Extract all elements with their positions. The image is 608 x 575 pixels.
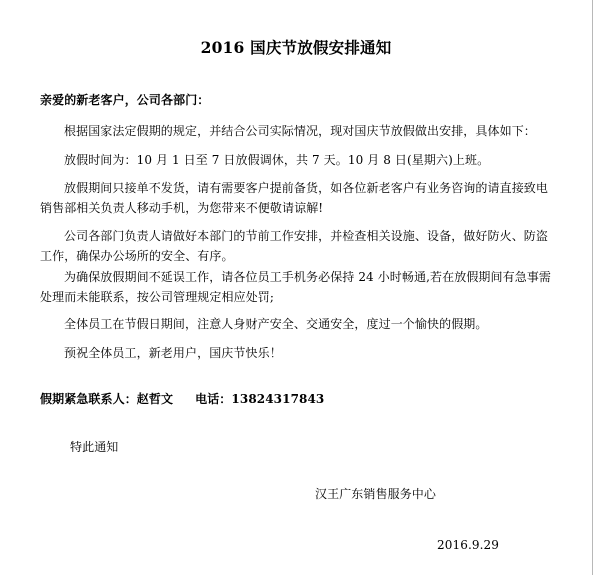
- paragraph-rules: 根据国家法定假期的规定，并结合公司实际情况，现对国庆节放假做出安排，具体如下：: [64, 124, 536, 138]
- emergency-contact: [40, 389, 324, 409]
- paragraph-departments: 公司各部门负责人请做好本部门的节前工作安排，并检查相关设施、设备，做好防火、防盗工作，确保办公场所的安全、有序。: [40, 229, 549, 263]
- paragraph-wishes: 预祝全体员工，新老用户，国庆节快乐！: [64, 346, 282, 360]
- document-title: 2016 国庆节放假安排通知: [200, 38, 392, 57]
- paragraph-holiday-dates: 放假时间为：10 月 1 日至 7 日放假调休，共 7 天。10 月 8 日(星期六)上班。: [64, 153, 490, 167]
- emergency-contact-label: 假期紧急联系人：赵哲文: [40, 392, 174, 406]
- page-border: [592, 0, 593, 575]
- greeting: 亲爱的新老客户，公司各部门：: [40, 93, 210, 107]
- paragraph-orders: 放假期间只接单不发货，请有需要客户提前备货，如各位新老客户有业务咨询的请直接致电销售部相关负责人移动手机，为您带来不便敬请谅解!: [40, 181, 549, 215]
- emergency-phone-label: 电话：: [195, 392, 232, 406]
- emergency-phone: 13824317843: [231, 392, 325, 406]
- document-date: 2016.9.29: [437, 538, 499, 552]
- paragraph-safety: 全体员工在节假日期间，注意人身财产安全、交通安全，度过一个愉快的假期。: [64, 317, 488, 331]
- paragraph-phones: 为确保放假期间不延误工作，请各位员工手机务必保持 24 小时畅通,若在放假期间有急事需处理而未能联系，按公司管理规定相应处罚;: [40, 270, 552, 304]
- signature: 汉王广东销售服务中心: [315, 487, 437, 501]
- notice-text: 特此通知: [70, 440, 119, 454]
